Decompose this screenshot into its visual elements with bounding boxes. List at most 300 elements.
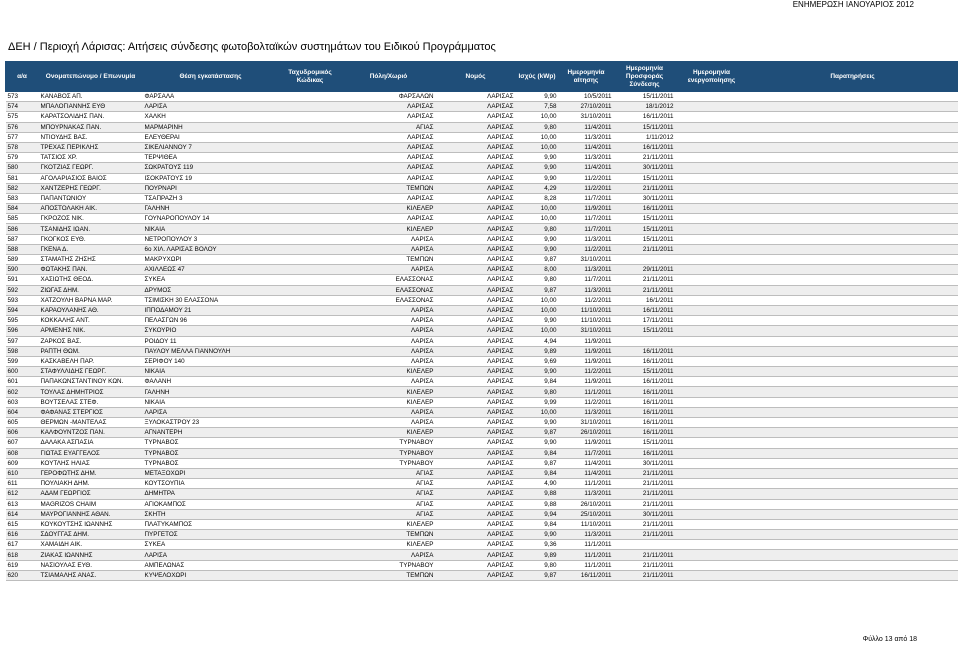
cell-name: ΓΚΟΤΖΙΑΣ ΓΕΩΡΓ. <box>39 163 143 173</box>
cell-aa: 618 <box>6 550 39 560</box>
cell-location: 6ο ΧΙΛ. ΛΑΡΙΣΑΣ ΒΟΛΟΥ <box>143 244 279 254</box>
cell-prefecture: ΛΑΡΙΣΑΣ <box>436 102 516 112</box>
cell-aa: 599 <box>6 356 39 366</box>
cell-notes <box>748 428 958 438</box>
table-row <box>6 560 958 570</box>
cell-prefecture: ΛΑΡΙΣΑΣ <box>436 397 516 407</box>
cell-postcode <box>279 193 342 203</box>
cell-city: ΚΙΛΕΛΕΡ <box>342 367 436 377</box>
table-row <box>6 193 958 203</box>
table-row <box>6 142 958 152</box>
cell-notes <box>748 499 958 509</box>
cell-notes <box>748 570 958 580</box>
cell-location: ΠΕΛΑΣΓΩΝ 96 <box>143 316 279 326</box>
cell-power: 9,88 <box>516 499 559 509</box>
cell-application-date: 11/1/2011 <box>559 540 614 550</box>
table-row <box>6 132 958 142</box>
cell-offer-date: 16/11/2011 <box>614 112 676 122</box>
cell-power: 9,80 <box>516 387 559 397</box>
table-row <box>6 122 958 132</box>
cell-location: ΤΣΙΜΙΣΚΗ 30 ΕΛΑΣΣΟΝΑ <box>143 295 279 305</box>
cell-notes <box>748 153 958 163</box>
cell-power: 9,87 <box>516 428 559 438</box>
cell-offer-date: 16/11/2011 <box>614 204 676 214</box>
cell-city: ΛΑΡΙΣΑΣ <box>342 163 436 173</box>
cell-activation-date <box>676 356 748 366</box>
cell-application-date: 11/3/2011 <box>559 530 614 540</box>
cell-offer-date: 16/1/2011 <box>614 295 676 305</box>
table-row <box>6 316 958 326</box>
col-header-activation-date: Ημερομηνία ενεργοποίησης <box>676 62 748 92</box>
cell-activation-date <box>676 163 748 173</box>
cell-name: ΣΔΟΥΓΓΑΣ ΔΗΜ. <box>39 530 143 540</box>
cell-notes <box>748 244 958 254</box>
cell-offer-date: 15/11/2011 <box>614 234 676 244</box>
cell-postcode <box>279 570 342 580</box>
cell-aa: 581 <box>6 173 39 183</box>
cell-prefecture: ΛΑΡΙΣΑΣ <box>436 265 516 275</box>
cell-aa: 620 <box>6 570 39 580</box>
cell-location: ΑΓΝΑΝΤΕΡΗ <box>143 428 279 438</box>
cell-postcode <box>279 468 342 478</box>
cell-prefecture: ΛΑΡΙΣΑΣ <box>436 479 516 489</box>
cell-application-date: 25/10/2011 <box>559 509 614 519</box>
cell-city: ΑΓΙΑΣ <box>342 468 436 478</box>
cell-activation-date <box>676 530 748 540</box>
cell-power: 8,00 <box>516 265 559 275</box>
cell-location: ΤΥΡΝΑΒΟΣ <box>143 448 279 458</box>
cell-city: ΕΛΑΣΣΟΝΑΣ <box>342 285 436 295</box>
cell-prefecture: ΛΑΡΙΣΑΣ <box>436 183 516 193</box>
cell-location: ΕΛΕΥΘΕΡΑΙ <box>143 132 279 142</box>
table-row <box>6 214 958 224</box>
cell-location: ΙΠΠΟΔΑΜΟΥ 21 <box>143 305 279 315</box>
cell-location: ΓΟΥΝΑΡΟΠΟΥΛΟΥ 14 <box>143 214 279 224</box>
table-row <box>6 570 958 580</box>
cell-city: ΛΑΡΙΣΑ <box>342 550 436 560</box>
cell-activation-date <box>676 407 748 417</box>
cell-postcode <box>279 407 342 417</box>
table-row <box>6 387 958 397</box>
cell-location: ΣΥΚΟΥΡΙΟ <box>143 326 279 336</box>
cell-city: ΑΓΙΑΣ <box>342 509 436 519</box>
table-row <box>6 224 958 234</box>
cell-prefecture: ΛΑΡΙΣΑΣ <box>436 499 516 509</box>
cell-postcode <box>279 509 342 519</box>
cell-prefecture: ΛΑΡΙΣΑΣ <box>436 560 516 570</box>
cell-prefecture: ΛΑΡΙΣΑΣ <box>436 346 516 356</box>
cell-notes <box>748 295 958 305</box>
cell-city: ΚΙΛΕΛΕΡ <box>342 397 436 407</box>
cell-application-date: 11/4/2011 <box>559 122 614 132</box>
cell-application-date: 11/1/2011 <box>559 560 614 570</box>
cell-offer-date: 16/11/2011 <box>614 448 676 458</box>
cell-city: ΤΥΡΝΑΒΟΥ <box>342 448 436 458</box>
cell-aa: 580 <box>6 163 39 173</box>
cell-aa: 594 <box>6 305 39 315</box>
cell-name: ΜΠΑΛΟΓΙΑΝΝΗΣ ΕΥΘ <box>39 102 143 112</box>
cell-application-date: 11/10/2011 <box>559 316 614 326</box>
cell-prefecture: ΛΑΡΙΣΑΣ <box>436 173 516 183</box>
cell-postcode <box>279 336 342 346</box>
cell-power: 9,90 <box>516 316 559 326</box>
cell-power: 9,90 <box>516 153 559 163</box>
table-row <box>6 397 958 407</box>
cell-power: 9,36 <box>516 540 559 550</box>
cell-activation-date <box>676 458 748 468</box>
cell-offer-date: 18/1/2012 <box>614 102 676 112</box>
cell-name: ΦΑΦΑΝΑΣ ΣΤΕΡΓΙΟΣ <box>39 407 143 417</box>
cell-city: ΛΑΡΙΣΑΣ <box>342 102 436 112</box>
cell-power: 10,00 <box>516 132 559 142</box>
cell-prefecture: ΛΑΡΙΣΑΣ <box>436 204 516 214</box>
cell-name: ΝΑΣΙΟΥΛΑΣ ΕΥΘ. <box>39 560 143 570</box>
table-row <box>6 183 958 193</box>
cell-postcode <box>279 295 342 305</box>
cell-city: ΤΥΡΝΑΒΟΥ <box>342 458 436 468</box>
cell-name: ΝΤΙΟΥΔΗΣ ΒΑΣ. <box>39 132 143 142</box>
cell-postcode <box>279 102 342 112</box>
cell-city: ΛΑΡΙΣΑ <box>342 316 436 326</box>
table-row <box>6 418 958 428</box>
table-row <box>6 326 958 336</box>
cell-aa: 604 <box>6 407 39 417</box>
cell-offer-date: 21/11/2011 <box>614 499 676 509</box>
cell-postcode <box>279 275 342 285</box>
cell-application-date: 10/5/2011 <box>559 92 614 102</box>
cell-application-date: 11/9/2011 <box>559 346 614 356</box>
cell-location: ΤΥΡΝΑΒΟΣ <box>143 438 279 448</box>
cell-offer-date: 21/11/2011 <box>614 468 676 478</box>
cell-offer-date: 21/11/2011 <box>614 275 676 285</box>
cell-location: ΣΥΚΕΑ <box>143 275 279 285</box>
cell-name: ΧΑΤΖΟΥΛΗ ΒΑΡΝΑ ΜΑΡ. <box>39 295 143 305</box>
cell-offer-date: 15/11/2011 <box>614 173 676 183</box>
cell-city: ΤΥΡΝΑΒΟΥ <box>342 438 436 448</box>
cell-power: 9,87 <box>516 570 559 580</box>
cell-notes <box>748 479 958 489</box>
cell-aa: 596 <box>6 326 39 336</box>
cell-name: ΚΑΡΑΟΥΛΑΝΗΣ ΑΘ. <box>39 305 143 315</box>
cell-notes <box>748 224 958 234</box>
cell-offer-date: 21/11/2011 <box>614 153 676 163</box>
cell-power: 9,90 <box>516 530 559 540</box>
cell-power: 10,00 <box>516 204 559 214</box>
cell-postcode <box>279 397 342 407</box>
cell-offer-date: 30/11/2011 <box>614 509 676 519</box>
table-row <box>6 550 958 560</box>
cell-aa: 606 <box>6 428 39 438</box>
table-row <box>6 285 958 295</box>
cell-activation-date <box>676 326 748 336</box>
table-row <box>6 489 958 499</box>
cell-postcode <box>279 163 342 173</box>
cell-location: ΧΑΛΚΗ <box>143 112 279 122</box>
cell-activation-date <box>676 397 748 407</box>
cell-postcode <box>279 458 342 468</box>
cell-city: ΤΕΜΠΩΝ <box>342 530 436 540</box>
cell-activation-date <box>676 102 748 112</box>
cell-aa: 601 <box>6 377 39 387</box>
cell-prefecture: ΛΑΡΙΣΑΣ <box>436 540 516 550</box>
cell-notes <box>748 519 958 529</box>
table-row <box>6 499 958 509</box>
cell-name: ΓΚΟΓΚΟΣ ΕΥΘ. <box>39 234 143 244</box>
cell-city: ΛΑΡΙΣΑΣ <box>342 214 436 224</box>
cell-application-date: 11/3/2011 <box>559 153 614 163</box>
cell-location: ΝΙΚΑΙΑ <box>143 367 279 377</box>
cell-aa: 616 <box>6 530 39 540</box>
cell-activation-date <box>676 468 748 478</box>
cell-prefecture: ΛΑΡΙΣΑΣ <box>436 234 516 244</box>
cell-offer-date: 16/11/2011 <box>614 428 676 438</box>
cell-prefecture: ΛΑΡΙΣΑΣ <box>436 418 516 428</box>
cell-offer-date: 17/11/2011 <box>614 316 676 326</box>
cell-application-date: 11/4/2011 <box>559 163 614 173</box>
cell-notes <box>748 142 958 152</box>
cell-offer-date <box>614 255 676 265</box>
cell-name: MAGRIZOS CHAIM <box>39 499 143 509</box>
cell-name: ΓΚΡΟΖΟΣ ΝΙΚ. <box>39 214 143 224</box>
cell-power: 9,80 <box>516 275 559 285</box>
cell-prefecture: ΛΑΡΙΣΑΣ <box>436 570 516 580</box>
page-number: Φύλλο 13 από 18 <box>862 636 917 643</box>
cell-location: ΔΗΜΗΤΡΑ <box>143 489 279 499</box>
cell-prefecture: ΛΑΡΙΣΑΣ <box>436 448 516 458</box>
cell-notes <box>748 214 958 224</box>
cell-application-date: 11/2/2011 <box>559 367 614 377</box>
cell-postcode <box>279 285 342 295</box>
cell-location: ΝΙΚΑΙΑ <box>143 224 279 234</box>
cell-power: 9,90 <box>516 234 559 244</box>
cell-activation-date <box>676 183 748 193</box>
col-header-prefecture: Νομός <box>436 62 516 92</box>
cell-location: ΠΥΡΓΕΤΟΣ <box>143 530 279 540</box>
cell-postcode <box>279 499 342 509</box>
cell-postcode <box>279 122 342 132</box>
table-row <box>6 509 958 519</box>
cell-application-date: 31/10/2011 <box>559 112 614 122</box>
cell-activation-date <box>676 173 748 183</box>
cell-offer-date: 21/11/2011 <box>614 519 676 529</box>
cell-offer-date: 16/11/2011 <box>614 407 676 417</box>
table-row <box>6 530 958 540</box>
table-row <box>6 428 958 438</box>
cell-city: ΛΑΡΙΣΑ <box>342 377 436 387</box>
cell-city: ΛΑΡΙΣΑ <box>342 326 436 336</box>
cell-application-date: 11/9/2011 <box>559 336 614 346</box>
cell-activation-date <box>676 316 748 326</box>
cell-city: ΦΑΡΣΑΛΩΝ <box>342 92 436 102</box>
table-row <box>6 234 958 244</box>
cell-postcode <box>279 356 342 366</box>
cell-aa: 585 <box>6 214 39 224</box>
cell-location: ΦΑΛΑΝΗ <box>143 377 279 387</box>
cell-postcode <box>279 173 342 183</box>
cell-aa: 593 <box>6 295 39 305</box>
cell-offer-date: 1/11/2012 <box>614 132 676 142</box>
cell-offer-date: 21/11/2011 <box>614 285 676 295</box>
cell-name: ΡΑΠΤΗ ΘΩΜ. <box>39 346 143 356</box>
cell-postcode <box>279 132 342 142</box>
cell-city: ΛΑΡΙΣΑ <box>342 346 436 356</box>
cell-notes <box>748 560 958 570</box>
cell-offer-date: 30/11/2011 <box>614 163 676 173</box>
cell-offer-date: 21/11/2011 <box>614 530 676 540</box>
cell-power: 10,00 <box>516 295 559 305</box>
cell-location: ΓΑΛΗΝΗ <box>143 204 279 214</box>
cell-prefecture: ΛΑΡΙΣΑΣ <box>436 377 516 387</box>
cell-name: ΘΕΡΜΩΝ -ΜΑΝΤΕΛΑΣ <box>39 418 143 428</box>
cell-notes <box>748 377 958 387</box>
cell-application-date: 11/9/2011 <box>559 356 614 366</box>
cell-name: ΤΡΕΧΑΣ ΠΕΡΙΚΛΗΣ <box>39 142 143 152</box>
cell-application-date: 11/7/2011 <box>559 275 614 285</box>
cell-notes <box>748 387 958 397</box>
cell-location: ΠΟΥΡΝΑΡΙ <box>143 183 279 193</box>
table-row <box>6 265 958 275</box>
cell-application-date: 11/9/2011 <box>559 204 614 214</box>
table-row <box>6 204 958 214</box>
cell-postcode <box>279 244 342 254</box>
cell-prefecture: ΛΑΡΙΣΑΣ <box>436 112 516 122</box>
cell-name: ΣΤΑΜΑΤΗΣ ΖΗΣΗΣ <box>39 255 143 265</box>
cell-power: 10,00 <box>516 112 559 122</box>
cell-power: 9,89 <box>516 550 559 560</box>
cell-city: ΛΑΡΙΣΑ <box>342 265 436 275</box>
cell-postcode <box>279 530 342 540</box>
cell-name: ΤΣΑΝΙΔΗΣ ΙΩΑΝ. <box>39 224 143 234</box>
table-row <box>6 367 958 377</box>
cell-name: ΠΑΠΑΝΤΩΝΙΟΥ <box>39 193 143 203</box>
cell-activation-date <box>676 224 748 234</box>
cell-postcode <box>279 153 342 163</box>
cell-location: ΝΕΤΡΟΠΟΥΛΟΥ 3 <box>143 234 279 244</box>
cell-notes <box>748 336 958 346</box>
cell-power: 4,29 <box>516 183 559 193</box>
page-title: ΔΕΗ / Περιοχή Λάρισας: Αιτήσεις σύνδεσης φωτοβολταϊκών συστημάτων του Ειδικού Προγράμματος <box>8 41 496 53</box>
cell-aa: 590 <box>6 265 39 275</box>
cell-location: ΜΑΚΡΥΧΩΡΙ <box>143 255 279 265</box>
cell-activation-date <box>676 295 748 305</box>
cell-notes <box>748 468 958 478</box>
cell-notes <box>748 326 958 336</box>
cell-notes <box>748 163 958 173</box>
cell-application-date: 26/10/2011 <box>559 499 614 509</box>
col-header-postcode: Ταχυδρομικός Κώδικας <box>279 62 342 92</box>
cell-name: ΧΑΝΤΖΕΡΗΣ ΓΕΩΡΓ. <box>39 183 143 193</box>
cell-name: ΒΟΥΤΣΕΛΑΣ ΣΤΕΦ. <box>39 397 143 407</box>
cell-offer-date: 29/11/2011 <box>614 265 676 275</box>
cell-notes <box>748 122 958 132</box>
cell-location: ΣΚΗΤΗ <box>143 509 279 519</box>
cell-prefecture: ΛΑΡΙΣΑΣ <box>436 255 516 265</box>
cell-city: ΤΕΜΠΩΝ <box>342 255 436 265</box>
cell-offer-date <box>614 540 676 550</box>
update-note: ΕΝΗΜΕΡΩΣΗ ΙΑΝΟΥΑΡΙΟΣ 2012 <box>792 0 914 9</box>
cell-application-date: 11/1/2011 <box>559 479 614 489</box>
cell-postcode <box>279 183 342 193</box>
cell-application-date: 11/4/2011 <box>559 468 614 478</box>
cell-name: ΑΓΟΛΑΡΙΑΣΙΟΣ ΒΑΙΟΣ <box>39 173 143 183</box>
table-row <box>6 112 958 122</box>
col-header-aa: α/α <box>6 62 39 92</box>
cell-city: ΑΓΙΑΣ <box>342 499 436 509</box>
cell-name: ΧΑΜΑΙΔΗ ΑΙΚ. <box>39 540 143 550</box>
cell-notes <box>748 438 958 448</box>
cell-offer-date: 15/11/2011 <box>614 367 676 377</box>
cell-activation-date <box>676 193 748 203</box>
cell-notes <box>748 458 958 468</box>
table-row <box>6 244 958 254</box>
cell-notes <box>748 397 958 407</box>
cell-offer-date: 21/11/2011 <box>614 560 676 570</box>
cell-prefecture: ΛΑΡΙΣΑΣ <box>436 519 516 529</box>
cell-name: ΓΚΕΝΑ Δ. <box>39 244 143 254</box>
cell-city: ΤΕΜΠΩΝ <box>342 570 436 580</box>
table-row <box>6 275 958 285</box>
cell-prefecture: ΛΑΡΙΣΑΣ <box>436 295 516 305</box>
cell-application-date: 11/7/2011 <box>559 214 614 224</box>
cell-city: ΚΙΛΕΛΕΡ <box>342 519 436 529</box>
cell-offer-date <box>614 336 676 346</box>
cell-activation-date <box>676 550 748 560</box>
cell-aa: 592 <box>6 285 39 295</box>
table-row <box>6 468 958 478</box>
cell-aa: 589 <box>6 255 39 265</box>
cell-power: 9,88 <box>516 489 559 499</box>
cell-prefecture: ΛΑΡΙΣΑΣ <box>436 224 516 234</box>
cell-city: ΚΙΛΕΛΕΡ <box>342 540 436 550</box>
cell-notes <box>748 530 958 540</box>
cell-power: 7,58 <box>516 102 559 112</box>
cell-postcode <box>279 428 342 438</box>
cell-name: ΤΟΥΛΑΣ ΔΗΜΗΤΡΙΟΣ <box>39 387 143 397</box>
cell-power: 10,00 <box>516 214 559 224</box>
cell-aa: 600 <box>6 367 39 377</box>
cell-aa: 605 <box>6 418 39 428</box>
cell-postcode <box>279 540 342 550</box>
cell-location: ΓΑΛΗΝΗ <box>143 387 279 397</box>
cell-aa: 576 <box>6 122 39 132</box>
cell-activation-date <box>676 367 748 377</box>
cell-location: ΞΥΛΟΚΑΣΤΡΟΥ 23 <box>143 418 279 428</box>
cell-power: 9,90 <box>516 438 559 448</box>
cell-power: 9,90 <box>516 367 559 377</box>
cell-notes <box>748 346 958 356</box>
cell-city: ΛΑΡΙΣΑΣ <box>342 173 436 183</box>
cell-activation-date <box>676 377 748 387</box>
cell-activation-date <box>676 214 748 224</box>
table-row <box>6 163 958 173</box>
table-row <box>6 92 958 102</box>
cell-activation-date <box>676 428 748 438</box>
cell-location: ΣΥΚΕΑ <box>143 540 279 550</box>
cell-power: 9,84 <box>516 468 559 478</box>
cell-activation-date <box>676 336 748 346</box>
cell-postcode <box>279 367 342 377</box>
cell-postcode <box>279 448 342 458</box>
cell-notes <box>748 418 958 428</box>
cell-application-date: 11/10/2011 <box>559 519 614 529</box>
cell-offer-date: 16/11/2011 <box>614 346 676 356</box>
cell-city: ΛΑΡΙΣΑΣ <box>342 112 436 122</box>
cell-aa: 615 <box>6 519 39 529</box>
cell-postcode <box>279 519 342 529</box>
cell-aa: 588 <box>6 244 39 254</box>
cell-power: 10,00 <box>516 142 559 152</box>
cell-name: ΚΟΥΤΛΗΣ ΗΛΙΑΣ <box>39 458 143 468</box>
